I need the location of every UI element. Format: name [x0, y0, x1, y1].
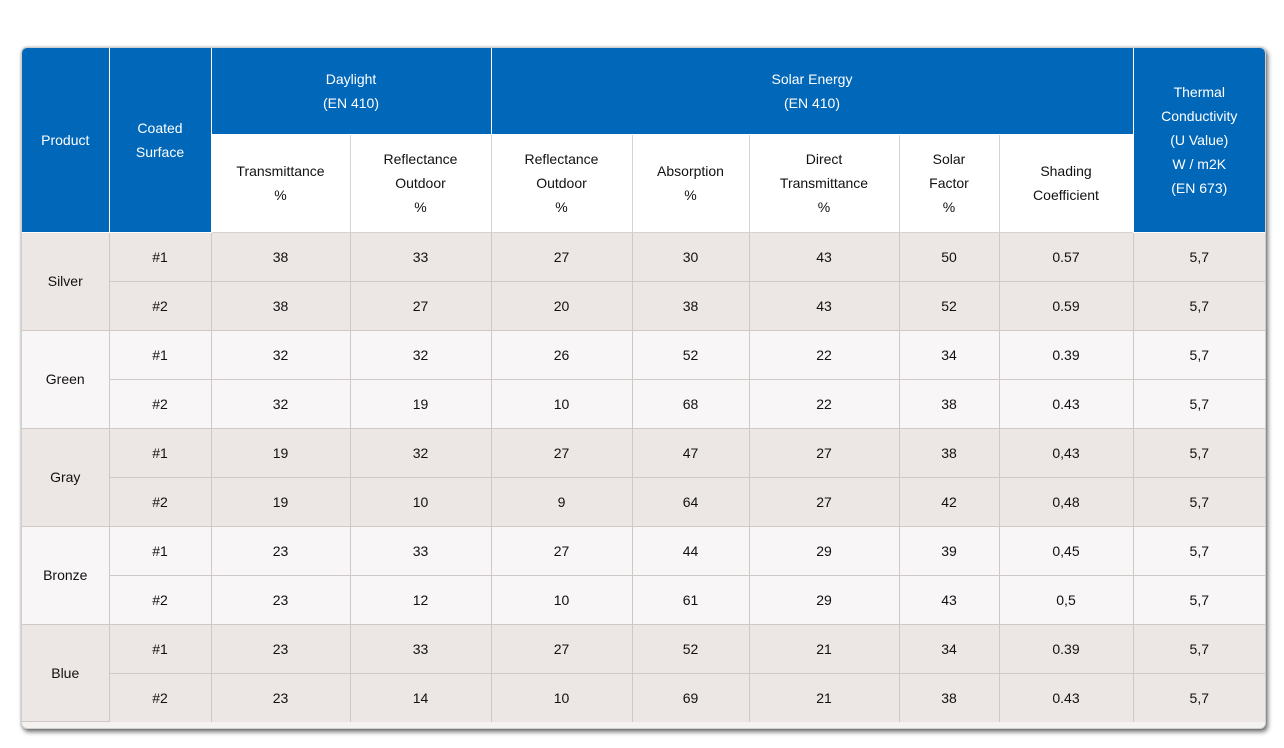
value-cell: 5,7: [1133, 526, 1265, 575]
value-cell: 5,7: [1133, 330, 1265, 379]
value-cell: 9: [491, 477, 632, 526]
value-cell: 27: [491, 526, 632, 575]
value-cell: 26: [491, 330, 632, 379]
glass-spec-table: [22, 48, 1265, 722]
value-cell: 22: [749, 379, 899, 428]
value-cell: 43: [749, 281, 899, 330]
value-cell: 23: [211, 526, 350, 575]
value-cell: 33: [350, 624, 491, 673]
header-direct-transmittance: Direct Transmittance %: [749, 134, 899, 232]
coated-surface-cell: #1: [109, 232, 211, 281]
value-cell: 33: [350, 232, 491, 281]
value-cell: 22: [749, 330, 899, 379]
value-cell: 14: [350, 673, 491, 722]
value-cell: 10: [350, 477, 491, 526]
value-cell: 0.57: [999, 232, 1133, 281]
value-cell: 0,43: [999, 428, 1133, 477]
value-cell: 27: [749, 477, 899, 526]
value-cell: 64: [632, 477, 749, 526]
value-cell: 27: [491, 232, 632, 281]
value-cell: 0.39: [999, 624, 1133, 673]
value-cell: 27: [491, 624, 632, 673]
value-cell: 5,7: [1133, 477, 1265, 526]
product-name-cell: Blue: [22, 624, 109, 722]
value-cell: 43: [899, 575, 999, 624]
value-cell: 38: [632, 281, 749, 330]
table-row: [22, 526, 1265, 575]
value-cell: 20: [491, 281, 632, 330]
header-thermal-conductivity: Thermal Conductivity (U Value) W / m2K (EN 673): [1133, 48, 1265, 232]
value-cell: 10: [491, 575, 632, 624]
value-cell: 19: [211, 477, 350, 526]
value-cell: 0,45: [999, 526, 1133, 575]
value-cell: 0.59: [999, 281, 1133, 330]
value-cell: 27: [749, 428, 899, 477]
value-cell: 38: [899, 428, 999, 477]
value-cell: 10: [491, 673, 632, 722]
value-cell: 23: [211, 624, 350, 673]
value-cell: 5,7: [1133, 575, 1265, 624]
value-cell: 52: [632, 330, 749, 379]
value-cell: 69: [632, 673, 749, 722]
value-cell: 19: [350, 379, 491, 428]
product-name-cell: Bronze: [22, 526, 109, 624]
table-row: [22, 281, 1265, 330]
value-cell: 5,7: [1133, 379, 1265, 428]
value-cell: 19: [211, 428, 350, 477]
value-cell: 42: [899, 477, 999, 526]
value-cell: 30: [632, 232, 749, 281]
header-solar-energy: Solar Energy (EN 410): [491, 48, 1133, 134]
value-cell: 5,7: [1133, 428, 1265, 477]
header-product: Product: [22, 48, 109, 232]
product-name-cell: Green: [22, 330, 109, 428]
value-cell: 33: [350, 526, 491, 575]
value-cell: 21: [749, 624, 899, 673]
coated-surface-cell: #1: [109, 428, 211, 477]
table-row: [22, 379, 1265, 428]
table-row: [22, 330, 1265, 379]
value-cell: 38: [899, 379, 999, 428]
value-cell: 12: [350, 575, 491, 624]
table-row: [22, 428, 1265, 477]
value-cell: 21: [749, 673, 899, 722]
value-cell: 23: [211, 575, 350, 624]
header-shading-coefficient: Shading Coefficient: [999, 134, 1133, 232]
header-solar-factor: Solar Factor %: [899, 134, 999, 232]
value-cell: 39: [899, 526, 999, 575]
header-daylight: Daylight (EN 410): [211, 48, 491, 134]
value-cell: 5,7: [1133, 232, 1265, 281]
value-cell: 29: [749, 575, 899, 624]
value-cell: 0.39: [999, 330, 1133, 379]
table-row: [22, 624, 1265, 673]
table-row: [22, 477, 1265, 526]
value-cell: 34: [899, 330, 999, 379]
glass-spec-table-frame: [21, 47, 1266, 729]
table-row: [22, 232, 1265, 281]
header-daylight-reflectance-outdoor: Reflectance Outdoor %: [350, 134, 491, 232]
value-cell: 23: [211, 673, 350, 722]
value-cell: 44: [632, 526, 749, 575]
value-cell: 68: [632, 379, 749, 428]
header-absorption: Absorption %: [632, 134, 749, 232]
table-row: [22, 575, 1265, 624]
value-cell: 32: [350, 330, 491, 379]
value-cell: 0.43: [999, 673, 1133, 722]
value-cell: 38: [211, 232, 350, 281]
header-daylight-transmittance: Transmittance %: [211, 134, 350, 232]
value-cell: 27: [491, 428, 632, 477]
value-cell: 5,7: [1133, 624, 1265, 673]
value-cell: 47: [632, 428, 749, 477]
coated-surface-cell: #1: [109, 526, 211, 575]
value-cell: 43: [749, 232, 899, 281]
product-name-cell: Silver: [22, 232, 109, 330]
value-cell: 38: [211, 281, 350, 330]
value-cell: 32: [350, 428, 491, 477]
value-cell: 0,48: [999, 477, 1133, 526]
header-solar-reflectance-outdoor: Reflectance Outdoor %: [491, 134, 632, 232]
value-cell: 5,7: [1133, 673, 1265, 722]
coated-surface-cell: #2: [109, 281, 211, 330]
value-cell: 29: [749, 526, 899, 575]
value-cell: 38: [899, 673, 999, 722]
coated-surface-cell: #2: [109, 379, 211, 428]
value-cell: 50: [899, 232, 999, 281]
value-cell: 61: [632, 575, 749, 624]
value-cell: 32: [211, 379, 350, 428]
coated-surface-cell: #2: [109, 477, 211, 526]
coated-surface-cell: #2: [109, 575, 211, 624]
table-row: [22, 673, 1265, 722]
coated-surface-cell: #1: [109, 624, 211, 673]
value-cell: 0.43: [999, 379, 1133, 428]
product-name-cell: Gray: [22, 428, 109, 526]
value-cell: 10: [491, 379, 632, 428]
value-cell: 34: [899, 624, 999, 673]
coated-surface-cell: #2: [109, 673, 211, 722]
value-cell: 52: [632, 624, 749, 673]
value-cell: 0,5: [999, 575, 1133, 624]
value-cell: 52: [899, 281, 999, 330]
value-cell: 32: [211, 330, 350, 379]
table-body: [22, 232, 1265, 722]
value-cell: 5,7: [1133, 281, 1265, 330]
header-coated-surface: Coated Surface: [109, 48, 211, 232]
coated-surface-cell: #1: [109, 330, 211, 379]
value-cell: 27: [350, 281, 491, 330]
